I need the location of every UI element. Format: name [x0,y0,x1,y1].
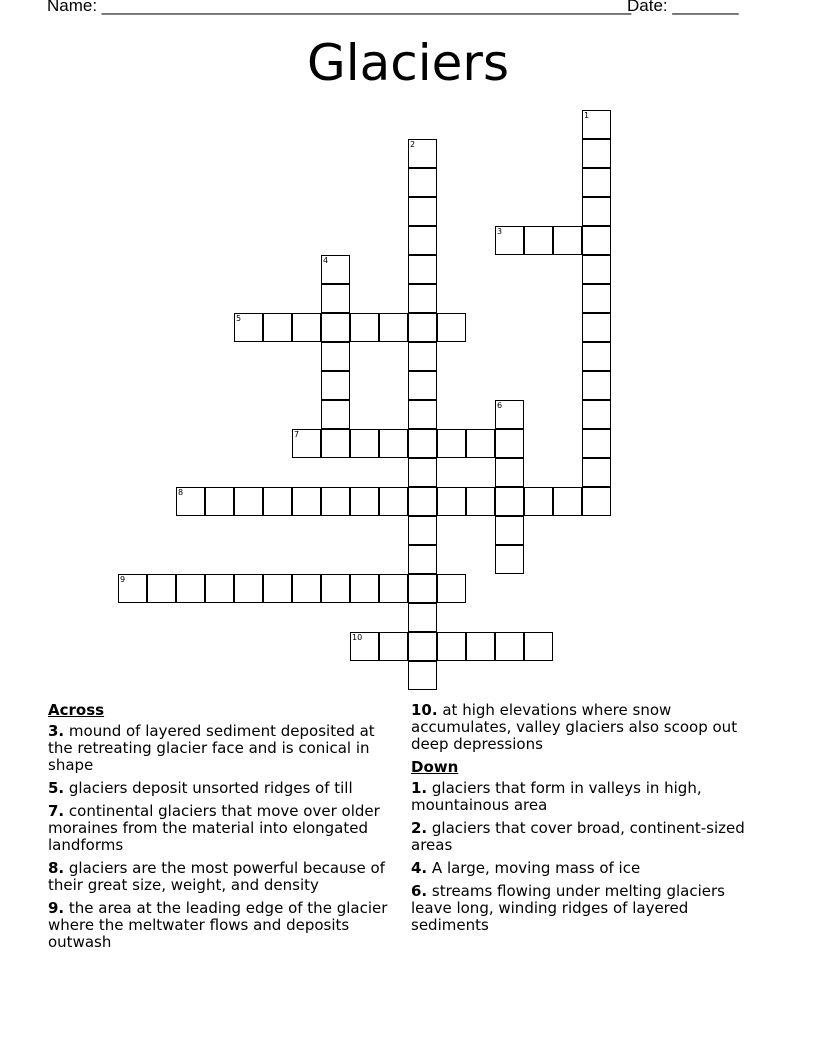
crossword-cell[interactable] [350,574,379,603]
clue-number: 3 [497,227,503,236]
crossword-cell[interactable] [437,487,466,516]
clue-across-7: 7. continental glaciers that move over older moraines from the material into elongated landforms [48,802,380,854]
crossword-cell[interactable] [321,313,350,342]
clue-across-8: 8. glaciers are the most powerful because of their great size, weight, and density [48,859,385,894]
crossword-cell[interactable] [408,400,437,429]
clue-number: 4 [323,256,329,265]
crossword-cell[interactable] [582,371,611,400]
crossword-cell[interactable] [495,516,524,545]
crossword-cell[interactable] [437,429,466,458]
crossword-cell[interactable] [408,574,437,603]
crossword-cell[interactable] [408,632,437,661]
across-heading: Across [48,701,105,719]
name-field-label[interactable]: Name: ________________________________________________________ [47,0,632,15]
crossword-cell[interactable] [495,429,524,458]
crossword-cell[interactable] [350,632,379,661]
crossword-cell[interactable] [321,342,350,371]
date-field-label[interactable]: Date: _______ [627,0,739,15]
crossword-cell[interactable] [495,632,524,661]
clue-number: 9 [120,575,126,584]
crossword-cell[interactable] [379,487,408,516]
crossword-cell[interactable] [553,226,582,255]
crossword-cell[interactable] [582,400,611,429]
crossword-cell[interactable] [582,255,611,284]
crossword-cell[interactable] [118,574,147,603]
page-title: Glaciers [306,34,510,92]
crossword-cell[interactable] [408,371,437,400]
crossword-cell[interactable] [321,574,350,603]
crossword-cell[interactable] [350,429,379,458]
crossword-cell[interactable] [321,400,350,429]
crossword-cell[interactable] [582,313,611,342]
crossword-cell[interactable] [321,487,350,516]
crossword-cell[interactable] [408,661,437,690]
clue-number: 8 [178,488,184,497]
crossword-cell[interactable] [495,458,524,487]
crossword-cell[interactable] [408,458,437,487]
crossword-cell[interactable] [321,429,350,458]
crossword-cell[interactable] [495,400,524,429]
clue-number: 7 [294,430,300,439]
crossword-cell[interactable] [263,313,292,342]
clue-across-10: 10. at high elevations where snow accumulates, valley glaciers also scoop out deep depressions [411,701,738,753]
crossword-cell[interactable] [437,313,466,342]
crossword-cell[interactable] [466,487,495,516]
crossword-cell[interactable] [408,487,437,516]
crossword-cell[interactable] [408,197,437,226]
crossword-cell[interactable] [408,313,437,342]
clue-down-2: 2. glaciers that cover broad, continent-sized areas [411,819,745,854]
crossword-cell[interactable] [176,574,205,603]
crossword-cell[interactable] [524,632,553,661]
crossword-cell[interactable] [263,487,292,516]
crossword-cell[interactable] [466,632,495,661]
clue-number: 10 [352,633,363,642]
clue-number: 6 [497,401,503,410]
clues-column-right [411,702,761,940]
crossword-cell[interactable] [408,139,437,168]
crossword-cell[interactable] [205,574,234,603]
clue-across-3: 3. mound of layered sediment deposited at the retreating glacier face and is conical in shape [48,722,375,774]
crossword-cell[interactable] [321,284,350,313]
clue-across-5: 5. glaciers deposit unsorted ridges of till [48,779,353,797]
crossword-cell[interactable] [553,487,582,516]
crossword-cell[interactable] [582,487,611,516]
crossword-cell[interactable] [408,516,437,545]
crossword-cell[interactable] [582,197,611,226]
crossword-cell[interactable] [408,429,437,458]
crossword-cell[interactable] [437,574,466,603]
crossword-cell[interactable] [205,487,234,516]
crossword-cell[interactable] [350,313,379,342]
clue-across-9: 9. the area at the leading edge of the glacier where the meltwater flows and deposits outwash [48,899,388,951]
crossword-cell[interactable] [582,226,611,255]
clue-down-6: 6. streams flowing under melting glaciers leave long, winding ridges of layered sediments [411,882,725,934]
crossword-cell[interactable] [582,458,611,487]
crossword-cell[interactable] [147,574,176,603]
crossword-cell[interactable] [466,429,495,458]
crossword-cell[interactable] [379,429,408,458]
clue-number: 2 [410,140,416,149]
clue-number: 5 [236,314,242,323]
crossword-cell[interactable] [408,226,437,255]
crossword-cell[interactable] [582,110,611,139]
clues-column-left [48,702,393,957]
crossword-cell[interactable] [176,487,205,516]
crossword-cell[interactable] [437,632,466,661]
crossword-cell[interactable] [495,545,524,574]
crossword-cell[interactable] [408,603,437,632]
clue-down-1: 1. glaciers that form in valleys in high, mountainous area [411,779,702,814]
crossword-cell[interactable] [524,226,553,255]
crossword-cell[interactable] [582,342,611,371]
crossword-cell[interactable] [292,574,321,603]
crossword-cell[interactable] [408,545,437,574]
crossword-cell[interactable] [408,342,437,371]
crossword-cell[interactable] [582,429,611,458]
crossword-cell[interactable] [234,574,263,603]
crossword-cell[interactable] [379,313,408,342]
clue-number: 1 [584,111,590,120]
crossword-cell[interactable] [379,632,408,661]
crossword-cell[interactable] [263,574,292,603]
crossword-cell[interactable] [495,226,524,255]
crossword-cell[interactable] [408,168,437,197]
crossword-cell[interactable] [292,487,321,516]
crossword-cell[interactable] [321,371,350,400]
crossword-cell[interactable] [495,487,524,516]
crossword-cell[interactable] [292,429,321,458]
crossword-cell[interactable] [321,255,350,284]
crossword-cell[interactable] [582,284,611,313]
crossword-cell[interactable] [379,574,408,603]
clue-down-4: 4. A large, moving mass of ice [411,859,641,877]
down-heading: Down [411,758,459,776]
crossword-cell[interactable] [292,313,321,342]
crossword-cell[interactable] [582,139,611,168]
crossword-cell[interactable] [582,168,611,197]
crossword-cell[interactable] [524,487,553,516]
crossword-cell[interactable] [408,284,437,313]
crossword-cell[interactable] [408,255,437,284]
crossword-cell[interactable] [234,313,263,342]
crossword-cell[interactable] [234,487,263,516]
crossword-cell[interactable] [350,487,379,516]
